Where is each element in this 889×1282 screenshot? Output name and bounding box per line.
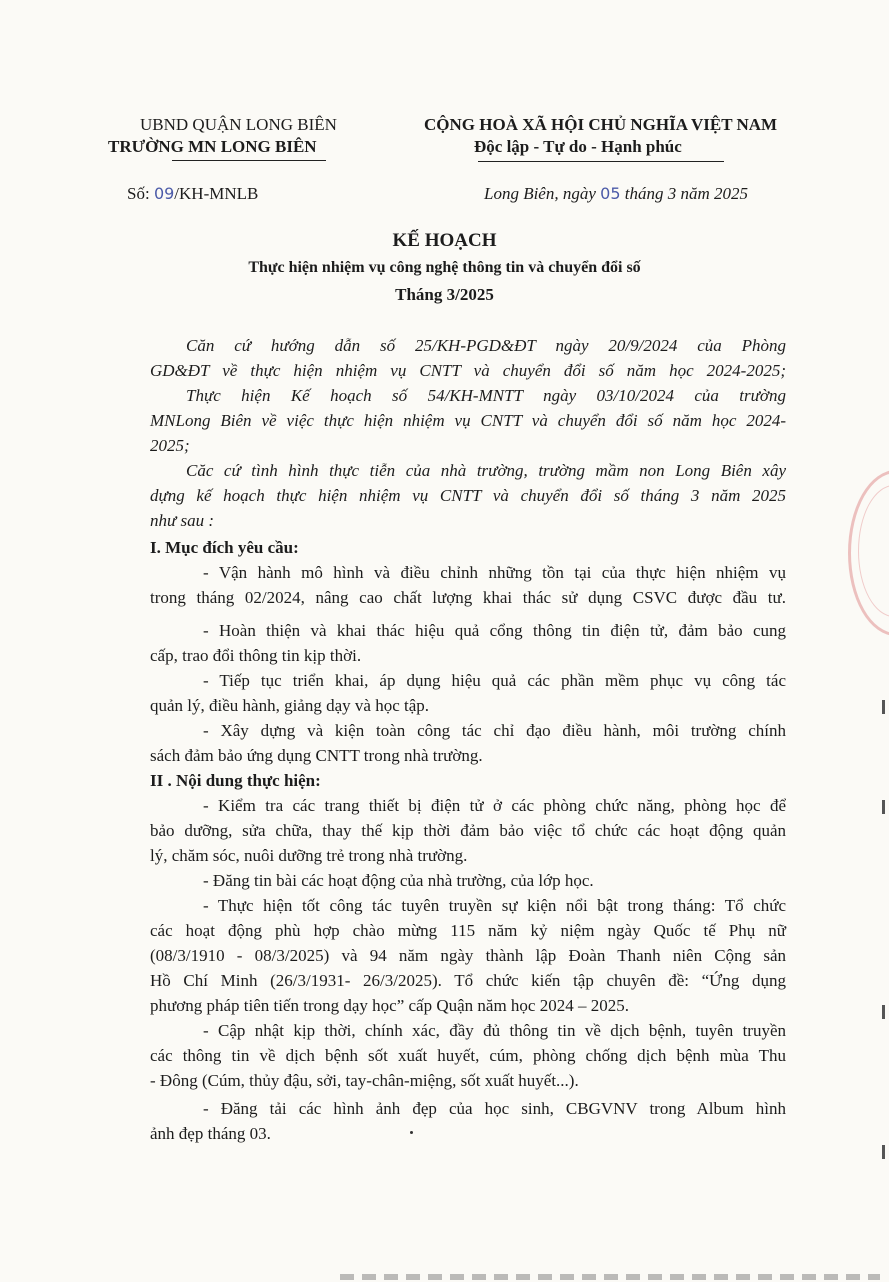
scan-edge-mark bbox=[882, 1145, 885, 1159]
intro-line: GD&ĐT về thực hiện nhiệm vụ CNTT và chuyển đổi số năm học 2024-2025; bbox=[150, 361, 786, 380]
scan-edge-mark bbox=[882, 800, 885, 814]
intro-line: dựng kế hoạch thực hiện nhiệm vụ CNTT và chuyển đổi số tháng 3 năm 2025 bbox=[150, 486, 786, 505]
scan-speck bbox=[410, 1131, 413, 1134]
section2-line: các thông tin về dịch bệnh sốt xuất huyết, cúm, phòng chống dịch bệnh mùa Thu bbox=[150, 1046, 786, 1065]
section2-line: lý, chăm sóc, nuôi dưỡng trẻ trong nhà trường. bbox=[150, 846, 468, 865]
intro-line: MNLong Biên về việc thực hiện nhiệm vụ CNTT và chuyển đổi số năm học 2024- bbox=[150, 411, 786, 430]
section1-line: - Tiếp tục triển khai, áp dụng hiệu quả các phần mềm phục vụ công tác bbox=[203, 671, 786, 690]
section2-line: - Đông (Cúm, thủy đậu, sởi, tay-chân-miệng, sốt xuất huyết...). bbox=[150, 1071, 579, 1090]
section1-line: sách đảm bảo ứng dụng CNTT trong nhà trường. bbox=[150, 746, 483, 765]
scan-edge-mark bbox=[882, 700, 885, 714]
intro-line: 2025; bbox=[150, 436, 190, 455]
section1-line: - Vận hành mô hình và điều chỉnh những tồn tại của thực hiện nhiệm vụ bbox=[203, 563, 786, 582]
scan-edge-mark bbox=[882, 1005, 885, 1019]
section2-line: - Kiểm tra các trang thiết bị điện tử ở các phòng chức năng, phòng học để bbox=[203, 796, 786, 815]
section2-line: - Thực hiện tốt công tác tuyên truyền sự kiện nổi bật trong tháng: Tổ chức bbox=[203, 896, 786, 915]
doc-number-handwritten: 09 bbox=[153, 184, 175, 203]
date-prefix: Long Biên, ngày bbox=[484, 184, 596, 203]
section1-line: - Xây dựng và kiện toàn công tác chỉ đạo điều hành, môi trường chính bbox=[203, 721, 786, 740]
intro-line: như sau : bbox=[150, 511, 215, 530]
section2-line: các hoạt động phù hợp chào mừng 115 năm kỷ niệm ngày Quốc tế Phụ nữ bbox=[150, 921, 786, 940]
document-title: KẾ HOẠCH bbox=[392, 230, 497, 251]
date-suffix: tháng 3 năm 2025 bbox=[624, 184, 749, 203]
section2-line: - Đăng tải các hình ảnh đẹp của học sinh, CBGVNV trong Album hình bbox=[203, 1099, 786, 1118]
intro-line: Căn cứ hướng dẫn số 25/KH-PGD&ĐT ngày 20/9/2024 của Phòng bbox=[186, 336, 786, 355]
date-day-handwritten: 05 bbox=[600, 184, 621, 203]
nation-title: CỘNG HOÀ XÃ HỘI CHỦ NGHĨA VIỆT NAM bbox=[424, 115, 778, 134]
section-heading: II . Nội dung thực hiện: bbox=[150, 771, 321, 790]
school-underline bbox=[172, 160, 326, 161]
doc-number-prefix: Số: bbox=[127, 184, 150, 203]
intro-line: Căc cứ tình hình thực tiễn của nhà trường, trường mầm non Long Biên xây bbox=[186, 461, 786, 480]
agency-name: UBND QUẬN LONG BIÊN bbox=[140, 115, 337, 134]
section2-line: phương pháp tiên tiến trong dạy học” cấp Quận năm học 2024 – 2025. bbox=[150, 996, 629, 1015]
doc-number-suffix: /KH-MNLB bbox=[174, 184, 259, 203]
section2-line: - Cập nhật kịp thời, chính xác, đầy đủ thông tin về dịch bệnh, tuyên truyền bbox=[203, 1021, 786, 1040]
section2-line: bảo dưỡng, sửa chữa, thay thế kịp thời đảm bảo việc tổ chức các hoạt động quản bbox=[150, 821, 786, 840]
section2-line: (08/3/1910 - 08/3/2025) và 94 năm ngày thành lập Đoàn Thanh niên Cộng sản bbox=[150, 946, 786, 965]
scan-bottom-strip bbox=[340, 1274, 880, 1280]
section1-line: quản lý, điều hành, giảng dạy và học tập. bbox=[150, 696, 430, 715]
section1-line: cấp, trao đổi thông tin kịp thời. bbox=[150, 646, 362, 665]
section2-line: Hồ Chí Minh (26/3/1931- 26/3/2025). Tổ chức kiến tập chuyên đề: “Ứng dụng bbox=[150, 971, 786, 990]
section2-line: - Đăng tin bài các hoạt động của nhà trường, của lớp học. bbox=[203, 871, 594, 890]
section-heading: I. Mục đích yêu cầu: bbox=[150, 538, 299, 557]
section1-line: trong tháng 02/2024, nâng cao chất lượng khai thác sử dụng CSVC được đầu tư. bbox=[150, 588, 786, 607]
document-number bbox=[127, 184, 258, 204]
motto-underline bbox=[478, 161, 724, 162]
document-month: Tháng 3/2025 bbox=[395, 285, 494, 304]
issue-date bbox=[484, 184, 748, 204]
document-subtitle: Thực hiện nhiệm vụ công nghệ thông tin và chuyển đổi số bbox=[248, 259, 641, 276]
nation-motto: Độc lập - Tự do - Hạnh phúc bbox=[474, 137, 682, 156]
section2-line: ảnh đẹp tháng 03. bbox=[150, 1124, 271, 1143]
section1-line: - Hoàn thiện và khai thác hiệu quả cổng thông tin điện tử, đảm bảo cung bbox=[203, 621, 786, 640]
intro-line: Thực hiện Kế hoạch số 54/KH-MNTT ngày 03/10/2024 của trường bbox=[186, 386, 786, 405]
school-name: TRƯỜNG MN LONG BIÊN bbox=[108, 137, 317, 156]
